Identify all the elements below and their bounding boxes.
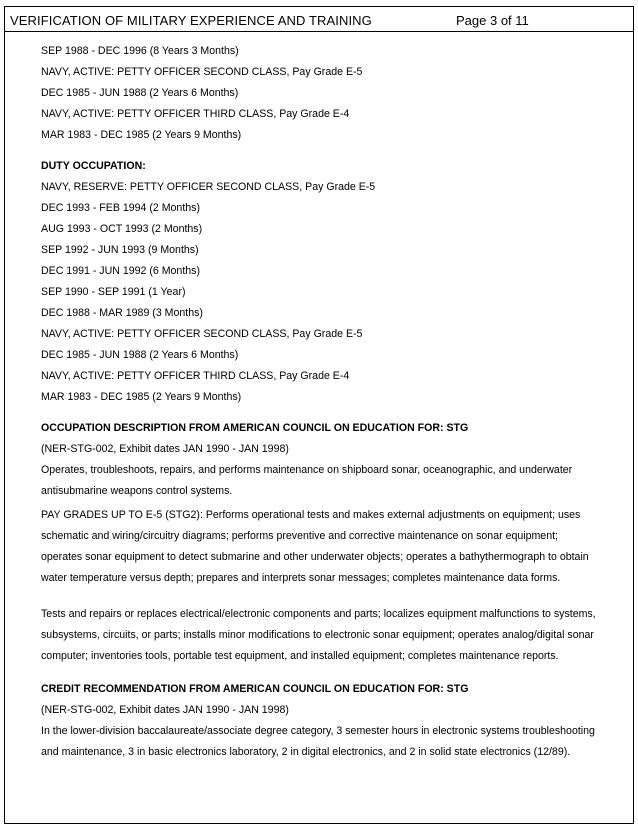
- duty-line: SEP 1990 - SEP 1991 (1 Year): [41, 286, 186, 298]
- section-heading: DUTY OCCUPATION:: [41, 160, 146, 172]
- section-heading: CREDIT RECOMMENDATION FROM AMERICAN COUNCIL ON EDUCATION FOR: STG: [41, 683, 469, 695]
- duty-line: SEP 1992 - JUN 1993 (9 Months): [41, 244, 199, 256]
- duty-line: DEC 1985 - JUN 1988 (2 Years 6 Months): [41, 349, 239, 361]
- occupation-description-section: [41, 421, 601, 667]
- document-body: [41, 44, 601, 766]
- document-title: VERIFICATION OF MILITARY EXPERIENCE AND TRAINING: [10, 13, 372, 28]
- duty-line: NAVY, RESERVE: PETTY OFFICER SECOND CLASS, Pay Grade E-5: [41, 181, 376, 193]
- duty-line: MAR 1983 - DEC 1985 (2 Years 9 Months): [41, 391, 242, 403]
- service-line: NAVY, ACTIVE: PETTY OFFICER THIRD CLASS, Pay Grade E-4: [41, 108, 350, 120]
- description-paragraph: Operates, troubleshoots, repairs, and performs maintenance on shipboard sonar, oceanographic, and underwater antisubmarine weapons control systems.: [41, 464, 573, 497]
- exhibit-reference: (NER-STG-002, Exhibit dates JAN 1990 - JAN 1998): [41, 443, 289, 455]
- service-line: SEP 1988 - DEC 1996 (8 Years 3 Months): [41, 45, 239, 57]
- duty-line: DEC 1988 - MAR 1989 (3 Months): [41, 307, 203, 319]
- page-header: [4, 6, 634, 32]
- duty-line: NAVY, ACTIVE: PETTY OFFICER THIRD CLASS, Pay Grade E-4: [41, 370, 350, 382]
- service-history: [41, 44, 601, 143]
- service-line: NAVY, ACTIVE: PETTY OFFICER SECOND CLASS, Pay Grade E-5: [41, 66, 363, 78]
- service-line: DEC 1985 - JUN 1988 (2 Years 6 Months): [41, 87, 239, 99]
- exhibit-reference: (NER-STG-002, Exhibit dates JAN 1990 - JAN 1998): [41, 704, 289, 716]
- section-heading: OCCUPATION DESCRIPTION FROM AMERICAN COUNCIL ON EDUCATION FOR: STG: [41, 422, 469, 434]
- duty-line: AUG 1993 - OCT 1993 (2 Months): [41, 223, 203, 235]
- description-paragraph: PAY GRADES UP TO E-5 (STG2): Performs operational tests and makes external adjustments on equipment; uses schematic and wiring/circuitry diagrams; performs preventive and corrective maintenance on sonar equipment; operates sonar equipment to detect submarine and other underwater objects; operates a bathythermograph to obtain water temperature versus depth; prepares and interprets sonar messages; completes maintenance data forms.: [41, 509, 589, 584]
- page-number: Page 3 of 11: [456, 13, 529, 28]
- description-paragraph: Tests and repairs or replaces electrical/electronic components and parts; localizes equipment malfunctions to systems, subsystems, circuits, or parts; installs minor modifications to electronic sonar equipment; operates analog/digital sonar computer; inventories tools, portable test equipment, and installed equipment; completes maintenance reports.: [41, 608, 596, 662]
- credit-paragraph: In the lower-division baccalaureate/associate degree category, 3 semester hours in electronic systems troubleshooting and maintenance, 3 in basic electronics laboratory, 2 in digital electronics, and 2 in solid state electronics (12/89).: [41, 725, 595, 758]
- duty-line: DEC 1991 - JUN 1992 (6 Months): [41, 265, 200, 277]
- duty-occupation-section: [41, 159, 601, 405]
- duty-line: DEC 1993 - FEB 1994 (2 Months): [41, 202, 200, 214]
- credit-recommendation-section: [41, 682, 601, 763]
- service-line: MAR 1983 - DEC 1985 (2 Years 9 Months): [41, 129, 242, 141]
- duty-line: NAVY, ACTIVE: PETTY OFFICER SECOND CLASS, Pay Grade E-5: [41, 328, 363, 340]
